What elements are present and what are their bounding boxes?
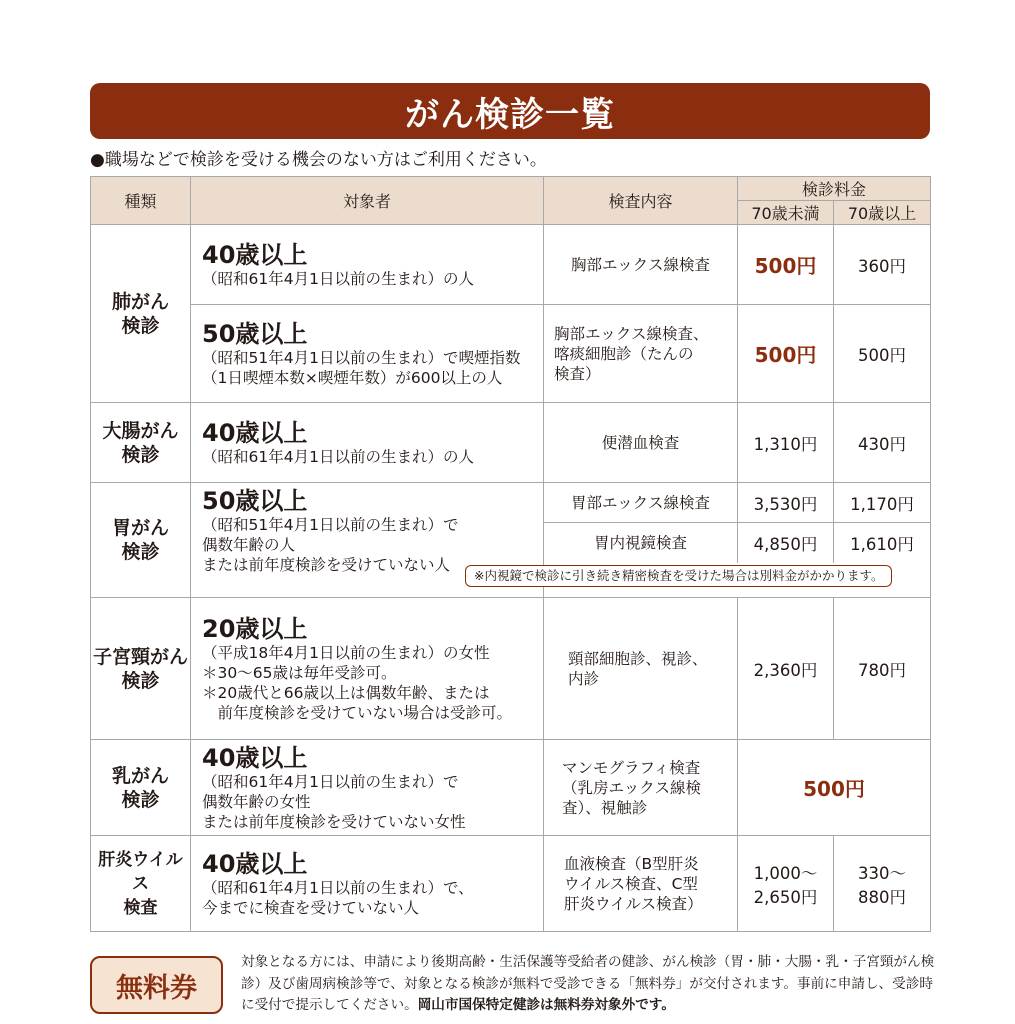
fee-under70: 1,000～ 2,650円 — [738, 836, 834, 932]
target-desc: （平成18年4月1日以前の生まれ）の女性 ＊30～65歳は毎年受診可。 ＊20歳代と66歳以上は偶数年齢、または 前年度検診を受けていない場合は受診可。 — [202, 643, 513, 722]
exam-content: 胸部エックス線検査、 喀痰細胞診（たんの 検査） — [544, 305, 738, 403]
type-breast: 乳がん 検診 — [91, 740, 191, 836]
target-desc: （昭和61年4月1日以前の生まれ）の人 — [202, 447, 474, 466]
exam-content: 胃内視鏡検査 — [544, 523, 738, 563]
fee-over70: 330～ 880円 — [834, 836, 931, 932]
table-row — [91, 225, 931, 305]
target-desc: （昭和61年4月1日以前の生まれ）の人 — [202, 269, 474, 288]
table-row — [91, 598, 931, 740]
free-ticket-bold: 岡山市国保特定健診は無料券対象外です。 — [417, 997, 675, 1013]
title-banner — [90, 83, 930, 139]
page-title: がん検診一覧 — [405, 94, 615, 135]
target-age: 20歳以上 — [202, 614, 308, 643]
fee-under70: 500円 — [738, 305, 834, 403]
target-cell — [191, 836, 544, 932]
table-row — [91, 740, 931, 836]
exam-content: マンモグラフィ検査 （乳房エックス線検 査）、視触診 — [544, 740, 738, 836]
type-colon: 大腸がん 検診 — [91, 403, 191, 483]
target-cell — [191, 403, 544, 483]
fee-under70: 1,310円 — [738, 403, 834, 483]
table-row — [91, 483, 931, 523]
header-row — [91, 177, 931, 201]
target-desc: （昭和61年4月1日以前の生まれ）で、 今までに検査を受けていない人 — [202, 878, 474, 917]
exam-content: 頸部細胞診、視診、 内診 — [544, 598, 738, 740]
free-ticket-main: 対象となる方には、申請により後期高齢・生活保護等受給者の健診、がん検診（胃・肺・大腸・乳・子宮頸がん検診）及び歯周病検診等で、対象となる検診が無料で受診できる「無料券」が交付されます。事前に申請し、受診時に受付で提示してください。 — [241, 954, 935, 1013]
target-cell — [191, 740, 544, 836]
fee-over70: 500円 — [834, 305, 931, 403]
fee-over70: 430円 — [834, 403, 931, 483]
header-over70: 70歳以上 — [834, 201, 931, 225]
table-row — [91, 305, 931, 403]
target-desc: （昭和51年4月1日以前の生まれ）で喫煙指数 （1日喫煙本数×喫煙年数）が600以上の人 — [202, 348, 521, 387]
free-ticket-badge: 無料券 — [90, 956, 223, 1014]
target-age: 40歳以上 — [202, 418, 308, 447]
header-under70: 70歳未満 — [738, 201, 834, 225]
table-row — [91, 403, 931, 483]
type-stomach: 胃がん 検診 — [91, 483, 191, 598]
cancer-screening-table — [90, 176, 931, 932]
target-age: 50歳以上 — [202, 487, 308, 515]
header-content: 検査内容 — [544, 177, 738, 225]
fee-under70: 500円 — [738, 225, 834, 305]
fee-over70: 1,170円 — [834, 483, 931, 523]
type-lung: 肺がん 検診 — [91, 225, 191, 403]
type-cervical: 子宮頸がん 検診 — [91, 598, 191, 740]
target-age: 40歳以上 — [202, 743, 308, 772]
free-ticket-text — [241, 952, 936, 1017]
fee-over70: 360円 — [834, 225, 931, 305]
exam-content: 胸部エックス線検査 — [544, 225, 738, 305]
intro-text: ●職場などで検診を受ける機会のない方はご利用ください。 — [90, 150, 547, 170]
endoscopy-note: ※内視鏡で検診に引き続き精密検査を受けた場合は別料金がかかります。 — [465, 565, 892, 587]
header-target: 対象者 — [191, 177, 544, 225]
target-desc: （昭和51年4月1日以前の生まれ）で 偶数年齢の人 または前年度検診を受けていない人 — [202, 516, 459, 574]
fee-under70: 4,850円 — [738, 523, 834, 563]
target-cell — [191, 598, 544, 740]
fee-over70: 780円 — [834, 598, 931, 740]
target-cell — [191, 225, 544, 305]
header-fee: 検診料金 — [738, 177, 931, 201]
type-hepatitis: 肝炎ウイルス 検査 — [91, 836, 191, 932]
exam-content: 便潜血検査 — [544, 403, 738, 483]
fee-under70: 3,530円 — [738, 483, 834, 523]
target-desc: （昭和61年4月1日以前の生まれ）で 偶数年齢の女性 または前年度検診を受けていない女性 — [202, 772, 466, 831]
header-type: 種類 — [91, 177, 191, 225]
target-age: 40歳以上 — [202, 240, 308, 269]
table-row — [91, 836, 931, 932]
exam-content: 胃部エックス線検査 — [544, 483, 738, 523]
target-age: 50歳以上 — [202, 319, 308, 348]
exam-content: 血液検査（B型肝炎 ウイルス検査、C型 肝炎ウイルス検査） — [544, 836, 738, 932]
target-cell — [191, 305, 544, 403]
target-age: 40歳以上 — [202, 849, 308, 878]
fee-under70: 2,360円 — [738, 598, 834, 740]
fee-over70: 1,610円 — [834, 523, 931, 563]
fee-all: 500円 — [738, 740, 931, 836]
